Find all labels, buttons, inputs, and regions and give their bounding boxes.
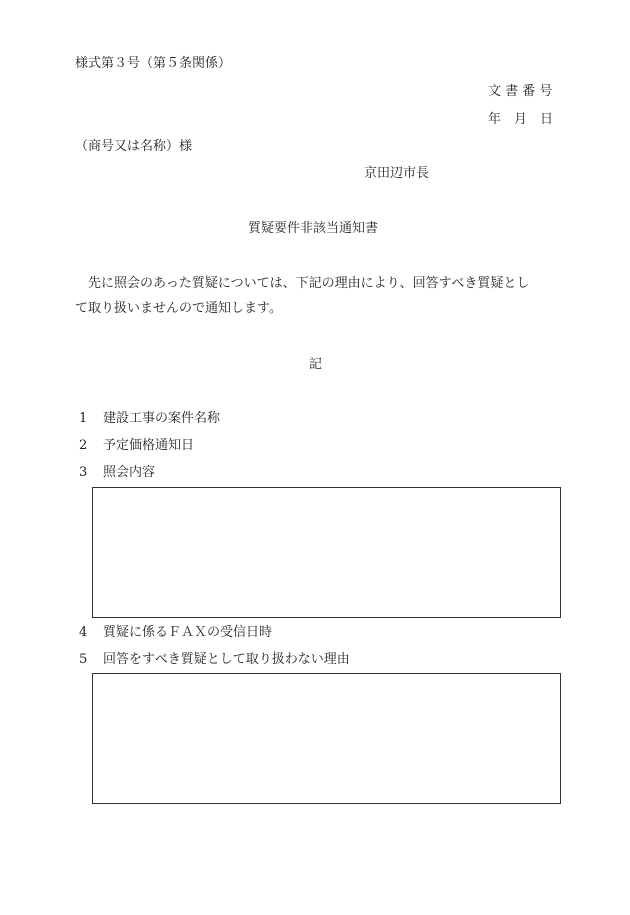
item-number: 2 bbox=[79, 438, 88, 453]
form-id: 様式第３号（第５条関係） bbox=[75, 56, 232, 71]
item-2 bbox=[0, 438, 630, 454]
reason-content-box[interactable] bbox=[92, 673, 561, 804]
item-3 bbox=[0, 465, 630, 481]
body-text-line-2: て取り扱いませんので通知します。 bbox=[75, 301, 282, 316]
item-label: 質疑に係るＦＡＸの受信日時 bbox=[103, 625, 273, 640]
item-1 bbox=[0, 411, 630, 427]
inquiry-content-box[interactable] bbox=[92, 487, 561, 618]
item-label: 建設工事の案件名称 bbox=[103, 411, 221, 426]
recipient-name: （商号又は名称）様 bbox=[75, 139, 193, 154]
ki-heading: 記 bbox=[309, 357, 323, 372]
item-label: 予定価格通知日 bbox=[103, 438, 195, 453]
item-4 bbox=[0, 625, 630, 641]
document-number-label: 文 書 番 号 bbox=[488, 84, 553, 99]
date-label: 年 月 日 bbox=[488, 112, 554, 127]
item-number: 5 bbox=[79, 652, 88, 667]
issuer-name: 京田辺市長 bbox=[364, 166, 430, 181]
item-5 bbox=[0, 652, 630, 668]
item-label: 照会内容 bbox=[103, 465, 156, 480]
item-number: 3 bbox=[79, 465, 88, 480]
body-text-line-1: 先に照会のあった質疑については、下記の理由により、回答すべき質疑とし bbox=[75, 276, 530, 291]
item-number: 1 bbox=[79, 411, 88, 426]
document-title: 質疑要件非該当通知書 bbox=[248, 221, 379, 236]
item-label: 回答をすべき質疑として取り扱わない理由 bbox=[103, 652, 350, 667]
item-number: 4 bbox=[79, 625, 88, 640]
